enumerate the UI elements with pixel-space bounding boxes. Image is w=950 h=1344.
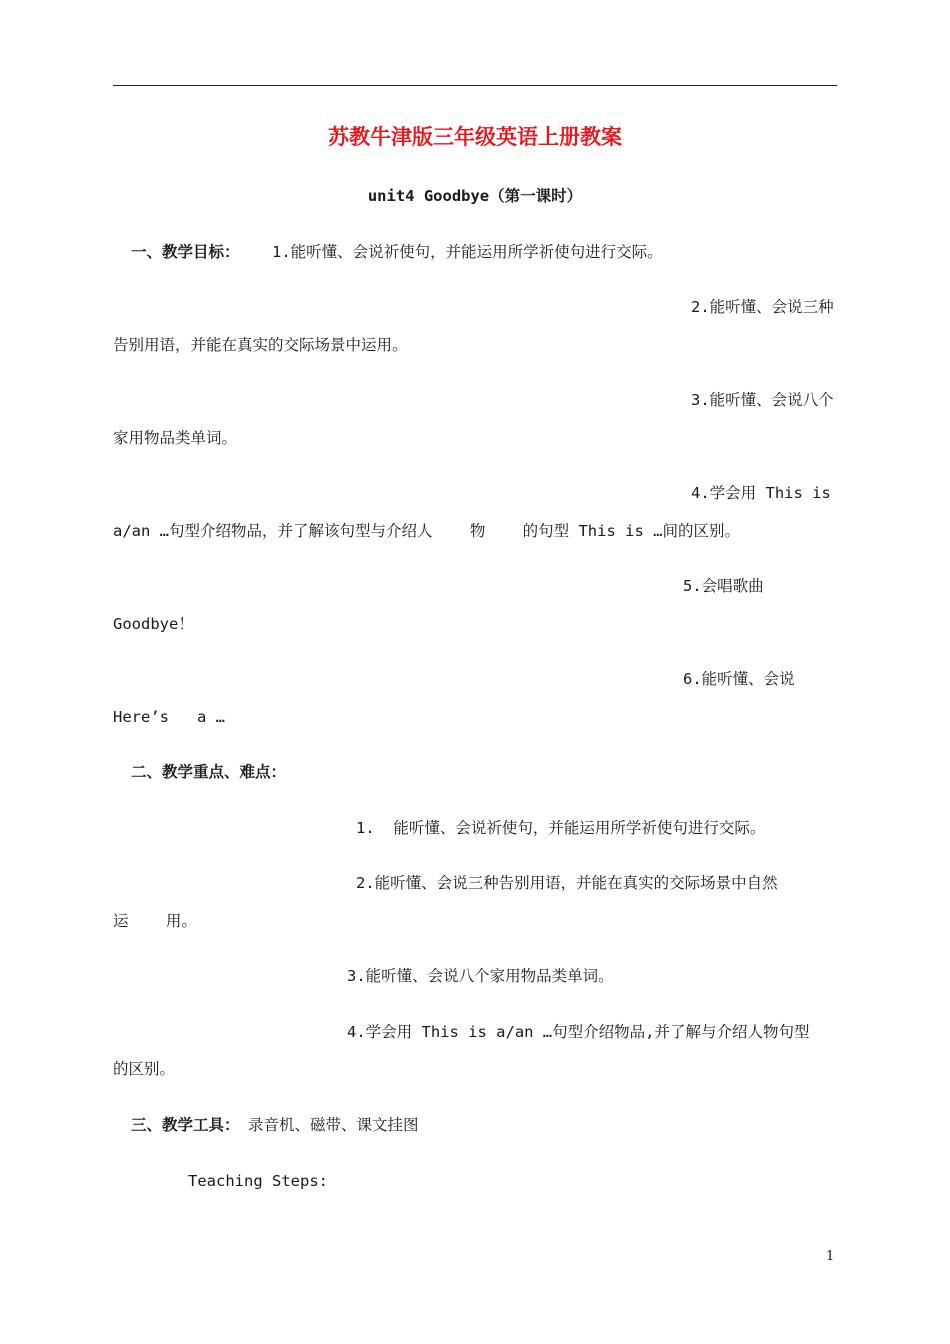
goal-5-part1: 5.会唱歌曲: [683, 577, 764, 595]
teaching-steps-heading: Teaching Steps:: [188, 1172, 328, 1190]
section1-heading: 一、教学目标：: [131, 242, 240, 261]
section3-heading: 三、教学工具：: [131, 1115, 240, 1134]
goal-2-part1: 2.能听懂、会说三种: [691, 298, 834, 316]
key-point-2-part2: 运 用。: [113, 912, 197, 930]
key-point-4-part1: 4.学会用 This is a/an …句型介绍物品,并了解与介绍人物句型: [347, 1023, 810, 1041]
key-point-1: 1. 能听懂、会说祈使句，并能运用所学祈使句进行交际。: [356, 819, 766, 837]
goal-6-part2: Here’s a …: [113, 708, 225, 726]
goal-6-part1: 6.能听懂、会说: [683, 670, 795, 688]
document-subtitle: unit4 Goodbye（第一课时）: [367, 187, 583, 205]
goal-5-part2: Goodbye！: [113, 615, 194, 633]
key-point-4-part2: 的区别。: [113, 1060, 176, 1078]
goal-4-part1: 4.学会用 This is: [691, 484, 831, 502]
section2-heading: 二、教学重点、难点：: [131, 762, 287, 781]
goal-3-part1: 3.能听懂、会说八个: [691, 391, 834, 409]
key-point-2-part1: 2.能听懂、会说三种告别用语，并能在真实的交际场景中自然: [356, 874, 778, 892]
page-number: 1: [826, 1249, 835, 1264]
teaching-tools: 录音机、磁带、课文挂图: [248, 1116, 419, 1134]
goal-4-part2: a/an …句型介绍物品，并了解该句型与介绍人 物 的句型 This is …间的区别。: [113, 522, 740, 540]
key-point-3: 3.能听懂、会说八个家用物品类单词。: [347, 967, 614, 985]
goal-3-part2: 家用物品类单词。: [113, 429, 238, 447]
header-rule: [113, 85, 837, 86]
document-title: 苏教牛津版三年级英语上册教案: [328, 124, 622, 149]
goal-1: 1.能听懂、会说祈使句，并能运用所学祈使句进行交际。: [272, 243, 663, 261]
goal-2-part2: 告别用语，并能在真实的交际场景中运用。: [113, 336, 408, 354]
